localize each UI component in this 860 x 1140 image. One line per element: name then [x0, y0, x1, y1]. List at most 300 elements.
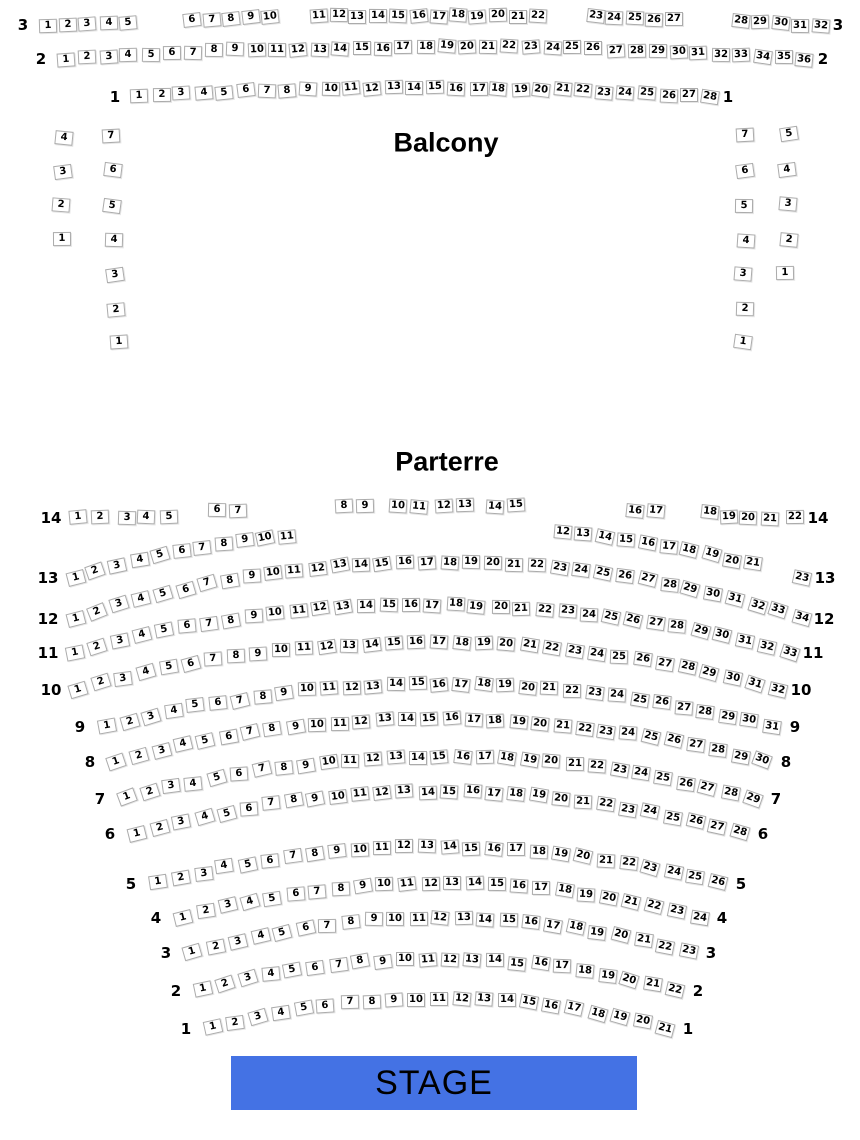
seat[interactable]: 13 [463, 952, 482, 968]
seat[interactable]: 22 [535, 602, 554, 618]
seat[interactable]: 3 [118, 511, 136, 526]
seat[interactable]: 12 [363, 81, 382, 97]
seat[interactable]: 4 [262, 966, 281, 982]
seat[interactable]: 15 [419, 712, 438, 727]
seat[interactable]: 10 [255, 530, 276, 547]
seat[interactable]: 10 [375, 877, 393, 892]
seat[interactable]: 19 [587, 925, 606, 941]
seat[interactable]: 21 [634, 931, 654, 948]
seat[interactable]: 2 [225, 1015, 245, 1031]
seat[interactable]: 13 [455, 911, 473, 925]
seat[interactable]: 20 [722, 552, 742, 569]
seat[interactable]: 12 [308, 561, 327, 577]
seat[interactable]: 16 [442, 710, 461, 725]
seat[interactable]: 15 [372, 555, 392, 572]
seat[interactable]: 9 [356, 499, 374, 514]
seat[interactable]: 7 [258, 84, 277, 99]
seat[interactable]: 20 [531, 716, 550, 732]
seat[interactable]: 16 [509, 878, 528, 893]
seat[interactable]: 17 [484, 786, 503, 802]
seat[interactable]: 32 [811, 18, 830, 33]
seat[interactable]: 16 [484, 841, 503, 857]
seat[interactable]: 24 [619, 725, 638, 740]
seat[interactable]: 24 [640, 802, 661, 819]
seat[interactable]: 19 [437, 38, 456, 54]
seat[interactable]: 12 [430, 910, 449, 926]
seat[interactable]: 8 [284, 792, 304, 809]
seat[interactable]: 3 [218, 896, 239, 914]
seat[interactable]: 21 [479, 40, 497, 54]
seat[interactable]: 6 [178, 619, 197, 635]
seat[interactable]: 17 [394, 40, 412, 54]
box-seat[interactable]: 4 [777, 162, 797, 178]
seat[interactable]: 24 [543, 41, 562, 56]
seat[interactable]: 20 [618, 971, 639, 990]
seat[interactable]: 12 [372, 784, 392, 800]
seat[interactable]: 17 [422, 598, 441, 613]
seat[interactable]: 18 [700, 504, 719, 520]
seat[interactable]: 4 [164, 703, 184, 719]
seat[interactable]: 18 [440, 556, 459, 571]
seat[interactable]: 4 [173, 735, 194, 753]
seat[interactable]: 24 [587, 645, 607, 662]
seat[interactable]: 23 [678, 942, 698, 959]
seat[interactable]: 6 [208, 695, 227, 711]
seat[interactable]: 21 [520, 637, 540, 654]
seat[interactable]: 3 [171, 813, 191, 830]
seat[interactable]: 18 [555, 881, 575, 898]
seat[interactable]: 9 [305, 790, 325, 807]
seat[interactable]: 13 [333, 598, 353, 615]
seat[interactable]: 3 [172, 86, 191, 101]
seat[interactable]: 30 [712, 626, 733, 644]
seat[interactable]: 8 [331, 881, 350, 896]
seat[interactable]: 11 [397, 876, 416, 892]
seat[interactable]: 14 [498, 993, 516, 1007]
seat[interactable]: 22 [619, 855, 638, 871]
seat[interactable]: 9 [299, 82, 318, 97]
seat[interactable]: 25 [593, 564, 614, 581]
seat[interactable]: 8 [214, 536, 233, 551]
seat[interactable]: 19 [509, 714, 528, 730]
seat[interactable]: 6 [316, 998, 335, 1013]
seat[interactable]: 3 [107, 557, 128, 574]
seat[interactable]: 26 [652, 694, 672, 710]
seat[interactable]: 20 [519, 680, 538, 696]
seat[interactable]: 32 [767, 681, 788, 699]
seat[interactable]: 11 [331, 717, 349, 731]
seat[interactable]: 24 [616, 86, 635, 101]
seat[interactable]: 14 [476, 913, 495, 928]
seat[interactable]: 19 [467, 599, 486, 615]
seat[interactable]: 17 [429, 10, 448, 25]
seat[interactable]: 5 [159, 659, 179, 676]
seat[interactable]: 19 [520, 751, 540, 768]
seat[interactable]: 4 [99, 16, 118, 31]
seat[interactable]: 11 [410, 912, 428, 926]
seat[interactable]: 14 [398, 712, 416, 726]
seat[interactable]: 5 [160, 509, 179, 524]
seat[interactable]: 19 [529, 787, 549, 804]
seat[interactable]: 21 [554, 719, 573, 734]
seat[interactable]: 21 [509, 10, 527, 24]
seat[interactable]: 1 [97, 718, 117, 735]
seat[interactable]: 21 [743, 555, 763, 572]
seat[interactable]: 16 [521, 914, 540, 930]
box-seat[interactable]: 2 [107, 302, 126, 318]
seat[interactable]: 24 [607, 688, 626, 703]
seat[interactable]: 5 [185, 697, 204, 713]
seat[interactable]: 32 [757, 638, 778, 656]
seat[interactable]: 9 [365, 912, 383, 926]
seat[interactable]: 25 [685, 869, 705, 886]
seat[interactable]: 17 [470, 82, 488, 96]
seat[interactable]: 1 [148, 874, 168, 891]
seat[interactable]: 22 [654, 938, 674, 955]
seat[interactable]: 25 [653, 770, 673, 787]
seat[interactable]: 23 [639, 859, 660, 878]
seat[interactable]: 22 [665, 981, 686, 999]
seat[interactable]: 19 [701, 545, 722, 564]
seat[interactable]: 35 [775, 50, 793, 64]
seat[interactable]: 5 [272, 924, 293, 942]
seat[interactable]: 25 [630, 691, 650, 708]
seat[interactable]: 23 [610, 762, 630, 779]
seat[interactable]: 8 [305, 846, 325, 863]
seat[interactable]: 3 [78, 16, 97, 31]
seat[interactable]: 28 [695, 704, 715, 720]
seat[interactable]: 10 [266, 605, 285, 621]
seat[interactable]: 8 [362, 994, 381, 1009]
seat[interactable]: 20 [489, 8, 508, 23]
seat[interactable]: 30 [703, 586, 723, 603]
seat[interactable]: 14 [440, 839, 459, 854]
seat[interactable]: 23 [550, 560, 570, 577]
seat[interactable]: 28 [668, 619, 687, 635]
seat[interactable]: 21 [597, 853, 616, 868]
seat[interactable]: 18 [453, 635, 472, 651]
seat[interactable]: 15 [461, 841, 480, 856]
seat[interactable]: 7 [183, 46, 201, 61]
seat[interactable]: 28 [677, 658, 698, 675]
seat[interactable]: 33 [732, 48, 751, 63]
seat[interactable]: 12 [317, 639, 337, 656]
seat[interactable]: 3 [141, 707, 162, 726]
seat[interactable]: 4 [194, 808, 215, 827]
seat[interactable]: 11 [373, 841, 391, 855]
seat[interactable]: 25 [641, 728, 662, 746]
seat[interactable]: 6 [219, 728, 239, 745]
seat[interactable]: 27 [665, 12, 683, 26]
seat[interactable]: 14 [357, 599, 375, 613]
seat[interactable]: 13 [375, 711, 394, 726]
seat[interactable]: 15 [507, 956, 526, 972]
seat[interactable]: 20 [610, 926, 631, 944]
seat[interactable]: 22 [499, 39, 518, 54]
seat[interactable]: 11 [351, 786, 370, 802]
seat[interactable]: 11 [342, 80, 361, 96]
seat[interactable]: 15 [440, 785, 459, 800]
seat[interactable]: 16 [541, 997, 561, 1014]
seat[interactable]: 7 [251, 761, 272, 779]
seat[interactable]: 2 [206, 939, 226, 956]
seat[interactable]: 14 [387, 677, 405, 691]
seat[interactable]: 9 [241, 9, 261, 25]
seat[interactable]: 21 [573, 795, 592, 810]
seat[interactable]: 12 [310, 600, 330, 617]
seat[interactable]: 12 [330, 8, 348, 22]
seat[interactable]: 20 [739, 510, 758, 525]
seat[interactable]: 8 [274, 761, 293, 777]
box-seat[interactable]: 4 [737, 233, 756, 248]
seat[interactable]: 21 [643, 975, 663, 992]
seat[interactable]: 22 [644, 897, 665, 915]
seat[interactable]: 10 [272, 643, 290, 657]
seat[interactable]: 10 [322, 82, 340, 97]
seat[interactable]: 30 [771, 15, 790, 31]
seat[interactable]: 9 [286, 718, 306, 735]
seat[interactable]: 11 [419, 953, 438, 968]
seat[interactable]: 31 [744, 674, 765, 693]
seat[interactable]: 2 [149, 819, 170, 837]
seat[interactable]: 33 [768, 601, 789, 620]
seat[interactable]: 28 [730, 823, 751, 841]
seat[interactable]: 19 [462, 555, 480, 569]
seat[interactable]: 26 [645, 13, 664, 28]
seat[interactable]: 11 [310, 9, 329, 24]
seat[interactable]: 18 [506, 786, 525, 802]
seat[interactable]: 6 [260, 853, 279, 869]
box-seat[interactable]: 1 [110, 334, 129, 349]
seat[interactable]: 10 [261, 9, 280, 25]
seat[interactable]: 3 [248, 1007, 269, 1026]
seat[interactable]: 19 [468, 9, 487, 24]
seat[interactable]: 5 [206, 768, 227, 786]
seat[interactable]: 23 [594, 85, 613, 101]
seat[interactable]: 5 [195, 732, 216, 750]
seat[interactable]: 12 [434, 499, 453, 514]
seat[interactable]: 31 [791, 18, 809, 32]
seat[interactable]: 22 [596, 796, 616, 812]
seat[interactable]: 10 [328, 789, 348, 805]
seat[interactable]: 4 [131, 590, 152, 608]
seat[interactable]: 4 [119, 48, 137, 62]
seat[interactable]: 17 [451, 677, 470, 693]
seat[interactable]: 14 [409, 751, 427, 765]
seat[interactable]: 21 [655, 1020, 676, 1038]
seat[interactable]: 2 [196, 903, 216, 919]
seat[interactable]: 1 [65, 610, 86, 628]
seat[interactable]: 8 [277, 83, 296, 98]
seat[interactable]: 19 [610, 1008, 631, 1026]
seat[interactable]: 10 [385, 912, 403, 926]
seat[interactable]: 4 [239, 893, 260, 912]
seat[interactable]: 11 [341, 754, 359, 768]
seat[interactable]: 2 [86, 638, 107, 657]
seat[interactable]: 8 [220, 612, 240, 629]
seat[interactable]: 12 [364, 751, 383, 766]
seat[interactable]: 5 [153, 622, 173, 639]
seat[interactable]: 11 [278, 529, 297, 545]
seat[interactable]: 23 [667, 902, 687, 919]
seat[interactable]: 2 [171, 870, 191, 887]
seat[interactable]: 10 [319, 754, 339, 770]
seat[interactable]: 4 [183, 776, 202, 792]
seat[interactable]: 1 [172, 909, 193, 927]
seat[interactable]: 8 [253, 689, 272, 704]
seat[interactable]: 29 [649, 44, 667, 58]
seat[interactable]: 10 [389, 498, 408, 513]
box-seat[interactable]: 6 [735, 163, 755, 179]
seat[interactable]: 4 [271, 1005, 291, 1021]
seat[interactable]: 27 [674, 700, 693, 715]
seat[interactable]: 5 [152, 585, 173, 604]
seat[interactable]: 18 [417, 40, 435, 54]
seat[interactable]: 13 [574, 526, 593, 541]
seat[interactable]: 16 [409, 8, 428, 24]
seat[interactable]: 7 [283, 848, 303, 864]
seat[interactable]: 11 [290, 603, 309, 619]
box-seat[interactable]: 3 [779, 196, 798, 212]
box-seat[interactable]: 1 [53, 232, 71, 246]
seat[interactable]: 16 [453, 749, 473, 765]
seat[interactable]: 19 [475, 635, 494, 650]
seat[interactable]: 1 [182, 943, 203, 961]
seat[interactable]: 18 [566, 918, 587, 936]
seat[interactable]: 5 [216, 805, 237, 823]
seat[interactable]: 19 [719, 509, 738, 524]
seat[interactable]: 9 [225, 42, 244, 57]
seat[interactable]: 14 [594, 528, 615, 546]
seat[interactable]: 20 [497, 636, 516, 651]
seat[interactable]: 1 [69, 510, 88, 526]
seat[interactable]: 6 [286, 886, 305, 901]
seat[interactable]: 2 [58, 18, 77, 33]
seat[interactable]: 13 [395, 784, 414, 799]
seat[interactable]: 19 [598, 968, 617, 984]
seat[interactable]: 7 [329, 957, 349, 973]
seat[interactable]: 15 [430, 750, 449, 766]
seat[interactable]: 17 [465, 712, 484, 727]
seat[interactable]: 14 [369, 9, 387, 23]
seat[interactable]: 24 [580, 608, 599, 623]
seat[interactable]: 21 [621, 893, 642, 911]
seat[interactable]: 29 [680, 580, 701, 599]
seat[interactable]: 23 [618, 801, 638, 818]
seat[interactable]: 34 [754, 49, 774, 66]
seat[interactable]: 13 [364, 679, 383, 694]
seat[interactable]: 9 [373, 954, 393, 970]
seat[interactable]: 26 [633, 651, 653, 667]
seat[interactable]: 25 [625, 11, 644, 26]
box-seat[interactable]: 7 [735, 127, 754, 142]
seat[interactable]: 20 [458, 40, 477, 55]
seat[interactable]: 2 [214, 974, 235, 993]
seat[interactable]: 1 [65, 569, 86, 587]
seat[interactable]: 2 [90, 673, 111, 692]
seat[interactable]: 15 [379, 598, 398, 613]
seat[interactable]: 9 [296, 758, 316, 775]
seat[interactable]: 22 [786, 509, 804, 523]
seat[interactable]: 28 [700, 89, 720, 106]
seat[interactable]: 28 [628, 43, 646, 58]
seat[interactable]: 19 [511, 83, 530, 98]
seat[interactable]: 1 [116, 787, 138, 806]
seat[interactable]: 34 [791, 608, 812, 626]
seat[interactable]: 16 [430, 677, 449, 693]
seat[interactable]: 18 [588, 1005, 609, 1023]
seat[interactable]: 11 [410, 499, 429, 515]
seat[interactable]: 7 [229, 692, 250, 710]
seat[interactable]: 29 [699, 664, 720, 682]
seat[interactable]: 25 [637, 86, 656, 102]
seat[interactable]: 26 [685, 812, 706, 830]
seat[interactable]: 6 [239, 801, 258, 816]
seat[interactable]: 14 [362, 637, 382, 653]
seat[interactable]: 24 [690, 910, 710, 927]
box-seat[interactable]: 3 [105, 266, 125, 282]
seat[interactable]: 29 [751, 15, 770, 30]
seat[interactable]: 19 [496, 678, 515, 693]
seat[interactable]: 17 [543, 918, 563, 935]
seat[interactable]: 8 [205, 43, 223, 57]
seat[interactable]: 1 [105, 752, 127, 771]
seat[interactable]: 16 [531, 955, 551, 972]
seat[interactable]: 9 [235, 532, 255, 548]
seat[interactable]: 18 [678, 541, 699, 559]
seat[interactable]: 14 [352, 558, 371, 573]
seat[interactable]: 15 [409, 676, 427, 691]
seat[interactable]: 17 [564, 999, 585, 1017]
seat[interactable]: 29 [742, 789, 764, 808]
seat[interactable]: 4 [137, 510, 156, 525]
seat[interactable]: 16 [637, 534, 657, 551]
seat[interactable]: 26 [615, 568, 635, 584]
seat[interactable]: 1 [130, 89, 149, 104]
seat[interactable]: 16 [407, 635, 426, 650]
seat[interactable]: 33 [779, 643, 800, 662]
seat[interactable]: 21 [565, 757, 583, 771]
seat[interactable]: 6 [305, 960, 325, 976]
seat[interactable]: 10 [407, 993, 425, 1007]
seat[interactable]: 12 [452, 991, 471, 1007]
seat[interactable]: 12 [422, 877, 440, 892]
seat[interactable]: 2 [86, 602, 108, 622]
seat[interactable]: 1 [203, 1018, 224, 1036]
seat[interactable]: 1 [193, 980, 214, 997]
seat[interactable]: 15 [385, 635, 404, 650]
seat[interactable]: 28 [660, 578, 679, 594]
seat[interactable]: 7 [204, 651, 223, 666]
seat[interactable]: 10 [298, 682, 316, 697]
seat[interactable]: 20 [491, 600, 509, 614]
box-seat[interactable]: 1 [776, 266, 794, 280]
seat[interactable]: 25 [610, 650, 629, 665]
seat[interactable]: 6 [230, 767, 249, 782]
seat[interactable]: 22 [588, 758, 607, 773]
box-seat[interactable]: 2 [51, 198, 70, 213]
seat[interactable]: 5 [262, 890, 282, 907]
seat[interactable]: 6 [296, 919, 317, 936]
seat[interactable]: 8 [335, 499, 354, 514]
seat[interactable]: 12 [395, 839, 413, 853]
seat[interactable]: 27 [707, 818, 728, 835]
seat[interactable]: 12 [352, 715, 371, 730]
seat[interactable]: 9 [242, 568, 261, 583]
seat[interactable]: 30 [723, 669, 743, 686]
seat[interactable]: 2 [153, 87, 171, 101]
seat[interactable]: 15 [506, 498, 525, 513]
